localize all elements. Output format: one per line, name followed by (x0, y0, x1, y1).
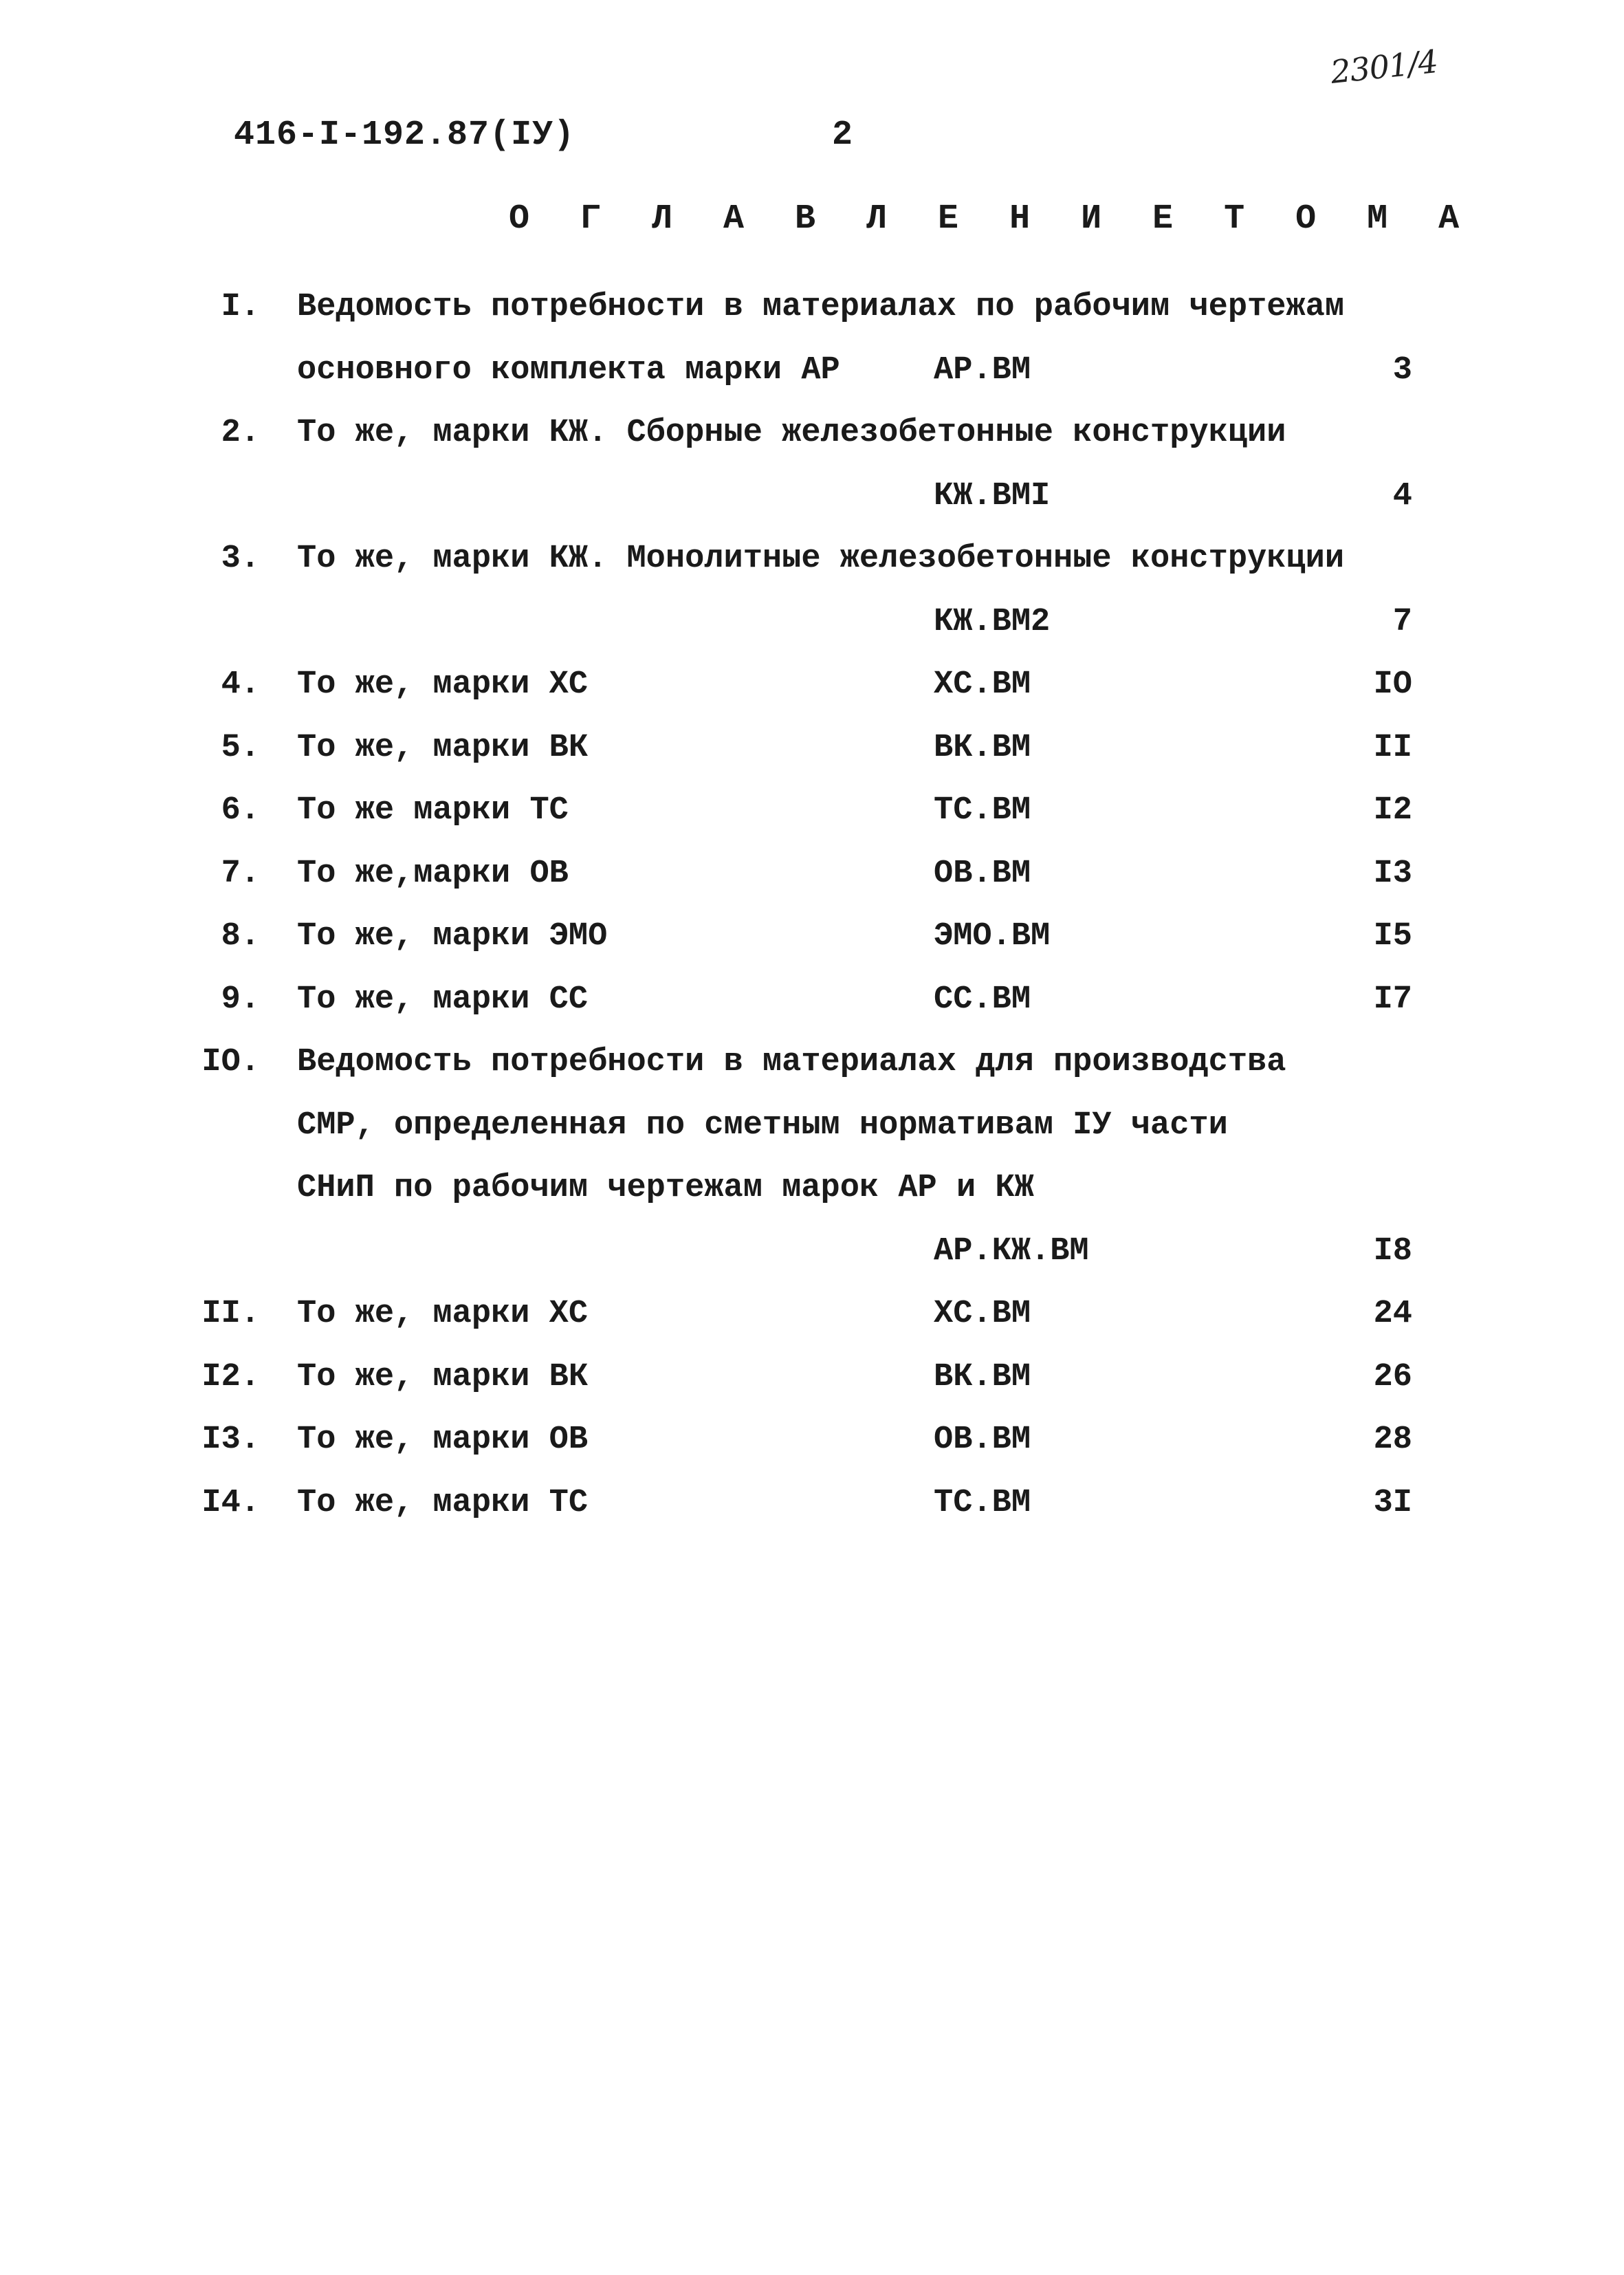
toc-entry-mark: КЖ.ВМ2 (934, 603, 1051, 640)
toc-entry-number: I. (221, 289, 260, 325)
toc-entry-line (0, 730, 1624, 778)
toc-entry-text: То же, марки ВК (297, 1358, 589, 1395)
toc-entry-mark: КЖ.ВМI (934, 477, 1051, 514)
toc-entry-mark: ЭМО.ВМ (934, 918, 1051, 955)
toc-entry-text: Ведомость потребности в материалах для производства (297, 1044, 1286, 1080)
toc-entry-text: То же, марки СС (297, 981, 589, 1018)
toc-entry-line (0, 1359, 1624, 1407)
document-code: 416-I-192.87(IУ) (234, 116, 575, 155)
toc-entry-page: 7 (1392, 603, 1412, 640)
toc-entry-mark: ВК.ВМ (934, 729, 1031, 766)
toc-entry-text: То же, марки КЖ. Сборные железобетонные конструкции (297, 415, 1286, 451)
toc-entry-page: 26 (1373, 1358, 1412, 1395)
toc-entry-number: 4. (221, 666, 260, 703)
toc-entry-mark: ТС.ВМ (934, 1484, 1031, 1521)
toc-entry-line (0, 1422, 1624, 1470)
toc-entry-line (0, 666, 1624, 715)
toc-entry-line (0, 352, 1624, 400)
toc-entry-number: 3. (221, 541, 260, 577)
toc-entry-text: То же,марки ОВ (297, 855, 569, 892)
toc-entry-line (0, 541, 1624, 589)
toc-entry-page: 3I (1373, 1484, 1412, 1521)
toc-entry-page: I2 (1373, 792, 1412, 829)
toc-entry-number: 5. (221, 729, 260, 766)
toc-entry-page: 3 (1392, 351, 1412, 389)
toc-entry-page: IO (1373, 666, 1412, 703)
toc-entry-line (0, 981, 1624, 1030)
toc-entry-number: I2. (201, 1358, 260, 1395)
toc-entry-page: 24 (1373, 1296, 1412, 1332)
toc-entry-mark: АР.КЖ.ВМ (934, 1232, 1089, 1270)
toc-entry-page: 28 (1373, 1422, 1412, 1458)
toc-entry-line (0, 918, 1624, 966)
toc-entry-page: I8 (1373, 1232, 1412, 1270)
toc-entry-line (0, 1485, 1624, 1533)
toc-entry-number: 2. (221, 415, 260, 451)
toc-entry-number: IO. (201, 1044, 260, 1080)
toc-entry-mark: ОВ.ВМ (934, 855, 1031, 892)
toc-entry-page: II (1373, 729, 1412, 766)
toc-entry-mark: АР.ВМ (934, 351, 1031, 389)
toc-entry-text: То же, марки ОВ (297, 1422, 589, 1458)
toc-entry-page: I7 (1373, 981, 1412, 1018)
toc-entry-number: I3. (201, 1422, 260, 1458)
toc-entry-text: То же, марки ХС (297, 666, 589, 703)
toc-entry-number: I4. (201, 1484, 260, 1521)
toc-entry-text: Ведомость потребности в материалах по рабочим чертежам (297, 289, 1345, 325)
toc-entry-mark: СС.ВМ (934, 981, 1031, 1018)
toc-entry-mark: ТС.ВМ (934, 792, 1031, 829)
toc-entry-line (0, 289, 1624, 337)
toc-entry-text: То же, марки КЖ. Монолитные железобетонные конструкции (297, 541, 1345, 577)
toc-entry-text: СМР, определенная по сметным нормативам IУ части (297, 1107, 1228, 1144)
toc-entry-mark: ХС.ВМ (934, 666, 1031, 703)
page-number: 2 (832, 116, 853, 155)
toc-entry-line (0, 1170, 1624, 1218)
toc-title: О Г Л А В Л Е Н И Е Т О М А (509, 199, 1475, 239)
toc-entry-page: 4 (1392, 477, 1412, 514)
toc-entry-text: основного комплекта марки АР (297, 351, 840, 389)
toc-entry-mark: ВК.ВМ (934, 1358, 1031, 1395)
toc-entry-number: 7. (221, 855, 260, 892)
handwritten-note: 2301/4 (1328, 43, 1440, 91)
toc-entry-line (0, 1044, 1624, 1092)
toc-entry-text: То же марки ТС (297, 792, 569, 829)
toc-entry-line (0, 1233, 1624, 1281)
toc-entry-number: 6. (221, 792, 260, 829)
toc-entry-text: То же, марки ТС (297, 1484, 589, 1521)
toc-entry-line (0, 604, 1624, 652)
toc-entry-text: То же, марки ХС (297, 1296, 589, 1332)
toc-entry-mark: ХС.ВМ (934, 1296, 1031, 1332)
toc-entry-line (0, 478, 1624, 526)
toc-entry-line (0, 1296, 1624, 1344)
toc-entry-number: 8. (221, 918, 260, 955)
toc-entry-mark: ОВ.ВМ (934, 1422, 1031, 1458)
toc-entry-line (0, 792, 1624, 840)
toc-entry-text: То же, марки ЭМО (297, 918, 608, 955)
toc-entry-page: I5 (1373, 918, 1412, 955)
toc-entry-page: I3 (1373, 855, 1412, 892)
toc-entry-line (0, 1107, 1624, 1155)
toc-entry-text: То же, марки ВК (297, 729, 589, 766)
toc-entry-line (0, 856, 1624, 904)
toc-entry-line (0, 415, 1624, 463)
toc-entry-number: II. (201, 1296, 260, 1332)
toc-entry-number: 9. (221, 981, 260, 1018)
toc-entry-text: СНиП по рабочим чертежам марок АР и КЖ (297, 1170, 1034, 1206)
